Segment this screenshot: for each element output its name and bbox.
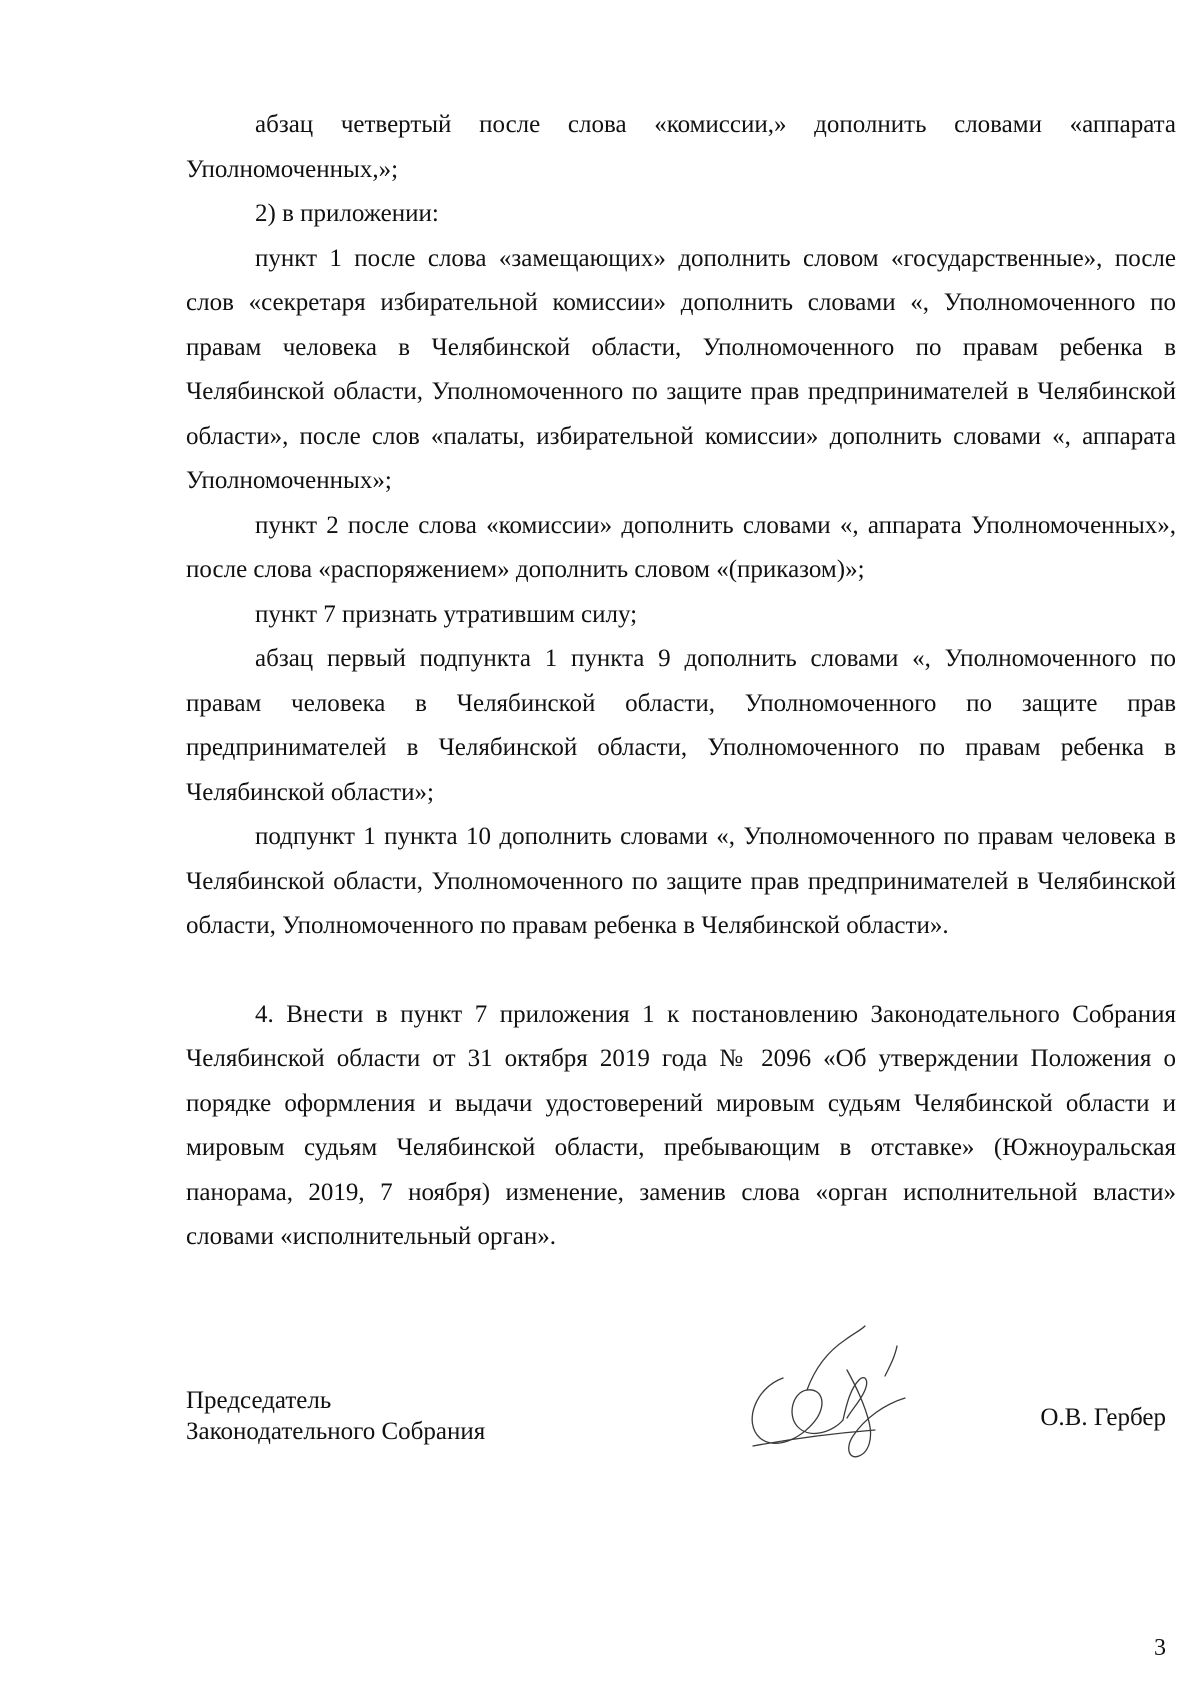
handwritten-signature (735, 1318, 925, 1473)
signatory-title (186, 1385, 485, 1447)
document-body (186, 103, 1176, 1260)
signatory-title-line: Законодательного Собрания (186, 1418, 486, 1445)
signatory-title-line: Председатель (186, 1387, 332, 1414)
paragraph: пункт 2 после слова «комиссии» дополнить словами «, аппарата Уполномоченных», после слова «распоряжением» дополнить словом «(приказом)»; (186, 511, 1176, 583)
paragraph: абзац первый подпункта 1 пункта 9 дополнить словами «, Уполномоченного по правам человека в Челябинской области, Уполномоченного по защите прав предпринимателей в Челябинской области, Уполномоченного по правам ребенка в Челябинской области»; (186, 645, 1176, 806)
paragraph: пункт 7 признать утратившим силу; (255, 600, 638, 628)
signatory-name: О.В. Гербер (1040, 1404, 1166, 1431)
paragraph: абзац четвертый после слова «комиссии,» дополнить словами «аппарата Уполномоченных,»; (186, 111, 1176, 183)
paragraph: пункт 1 после слова «замещающих» дополнить словом «государственные», после слов «секретаря избирательной комиссии» дополнить словами «, Уполномоченного по правам человека в Челябинской области, Уполномоченного по правам ребенка в Челябинской области, Уполномоченного по защите прав предпринимателей в Челябинской области», после слов «палаты, избирательной комиссии» дополнить словами «, аппарата Уполномоченных»; (186, 244, 1176, 494)
paragraph-item-4: 4. Внести в пункт 7 приложения 1 к постановлению Законодательного Собрания Челябинской области от 31 октября 2019 года № 2096 «Об утверждении Положения о порядке оформления и выдачи удостоверений мировым судьям Челябинской области и мировым судьям Челябинской области, пребывающим в отставке» (Южноуральская панорама, 2019, 7 ноября) изменение, заменив слова «орган исполнительной власти» словами «исполнительный орган». (186, 1000, 1176, 1250)
paragraph: 2) в приложении: (255, 200, 439, 227)
page-number: 3 (1154, 1635, 1166, 1661)
paragraph: подпункт 1 пункта 10 дополнить словами «, Уполномоченного по правам человека в Челябинской области, Уполномоченного по защите прав предпринимателей в Челябинской области, Уполномоченного по правам ребенка в Челябинской области». (186, 823, 1176, 939)
